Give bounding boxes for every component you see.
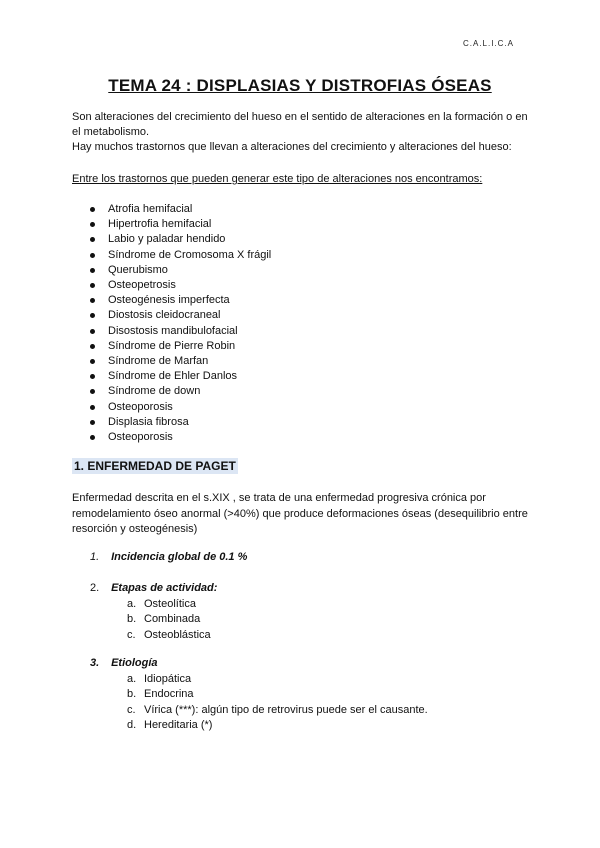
disorders-list — [90, 202, 271, 445]
item-text: Hereditaria (*) — [144, 718, 213, 731]
disorders-heading: Entre los trastornos que pueden generar este tipo de alteraciones nos encontramos: — [72, 173, 483, 185]
section-description: Enfermedad descrita en el s.XIX , se trata de una enfermedad progresiva crónica por remodelamiento óseo anormal (>40%) que produce deformaciones óseas (desequilibrio entre resorción y osteogénesis) — [72, 492, 528, 535]
intro-paragraph-1: Son alteraciones del crecimiento del hueso en el sentido de alteraciones en la formación o en el metabolismo. — [72, 111, 528, 138]
item-text: Endocrina — [144, 688, 194, 701]
header-brand: C.A.L.I.C.A — [462, 39, 514, 48]
item-number: 1. — [90, 551, 100, 563]
numbered-item-incidence — [90, 551, 247, 563]
list-item — [127, 687, 428, 702]
list-item — [127, 628, 211, 643]
list-item: Síndrome de Marfan — [90, 354, 271, 369]
list-item: Disostosis mandibulofacial — [90, 324, 271, 339]
list-item — [127, 703, 428, 718]
item-letter: b. — [127, 688, 137, 701]
list-item: Osteoporosis — [90, 430, 271, 445]
list-item: Síndrome de Ehler Danlos — [90, 369, 271, 384]
item-text: Vírica (***): algún tipo de retrovirus puede ser el causante. — [144, 703, 428, 716]
item-number: 3. — [90, 657, 100, 669]
list-item: Osteoporosis — [90, 400, 271, 415]
item-label: Incidencia global de 0.1 % — [111, 551, 248, 563]
list-item: Labio y paladar hendido — [90, 232, 271, 247]
page-title: TEMA 24 : DISPLASIAS Y DISTROFIAS ÓSEAS — [108, 76, 492, 95]
item-letter: b. — [127, 613, 137, 626]
intro-text — [72, 110, 532, 155]
list-item: Síndrome de Pierre Robin — [90, 339, 271, 354]
list-item: Diostosis cleidocraneal — [90, 308, 271, 323]
numbered-item-etiology — [90, 657, 158, 669]
item-text: Idiopática — [144, 673, 192, 685]
list-item: Osteopetrosis — [90, 278, 271, 293]
item-number: 2. — [90, 582, 100, 594]
list-item: Síndrome de Cromosoma X frágil — [90, 248, 271, 263]
item-letter: d. — [127, 718, 137, 731]
list-item: Querubismo — [90, 263, 271, 278]
item-text: Osteoblástica — [144, 628, 211, 641]
item-label: Etiología — [111, 657, 158, 669]
item-letter: c. — [127, 703, 136, 716]
list-item: Síndrome de down — [90, 384, 271, 399]
item-text: Osteolítica — [144, 598, 196, 610]
list-item — [127, 718, 428, 733]
list-item: Osteogénesis imperfecta — [90, 293, 271, 308]
stages-sublist — [127, 597, 211, 643]
item-text: Combinada — [144, 613, 201, 626]
item-letter: a. — [127, 673, 137, 685]
list-item — [127, 672, 428, 687]
item-label: Etapas de actividad: — [111, 582, 218, 594]
list-item: Hipertrofia hemifacial — [90, 217, 271, 232]
intro-paragraph-2: Hay muchos trastornos que llevan a alteraciones del crecimiento y alteraciones del hueso: — [72, 141, 512, 153]
list-item: Displasia fibrosa — [90, 415, 271, 430]
list-item — [127, 597, 211, 612]
etiology-sublist — [127, 672, 428, 733]
item-letter: c. — [127, 628, 136, 641]
list-item: Atrofia hemifacial — [90, 202, 271, 217]
list-item — [127, 612, 211, 627]
section-heading-paget: 1. ENFERMEDAD DE PAGET — [74, 459, 236, 473]
numbered-item-stages — [90, 582, 217, 594]
item-letter: a. — [127, 598, 137, 610]
